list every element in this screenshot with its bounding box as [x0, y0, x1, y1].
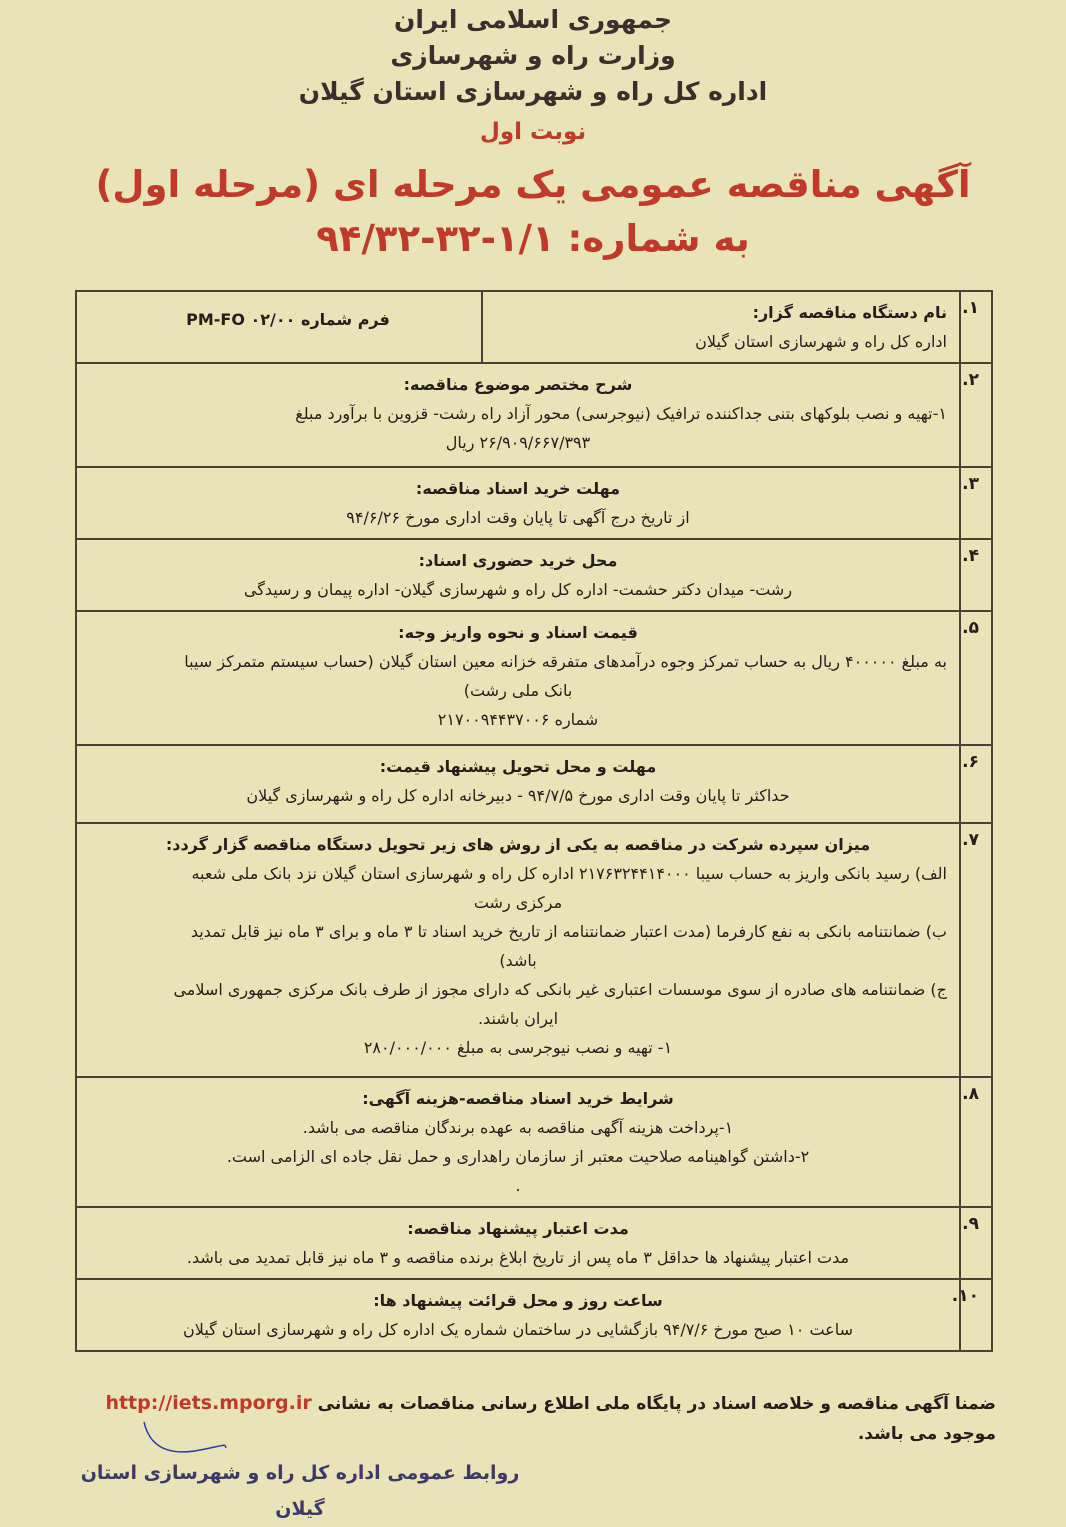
row-content — [482, 291, 960, 363]
row-line: اداره کل راه و شهرسازی استان گیلان — [695, 332, 947, 351]
row-title: شرایط خرید اسناد مناقصه-هزینه آگهی: — [362, 1089, 674, 1108]
row-line: باشد) — [499, 951, 537, 970]
row-line: الف) رسید بانکی واریز به حساب سیبا ۲۱۷۶۳۲۴۴۱۴۰۰۰ اداره کل راه و شهرسازی استان گیلان نزد بانک ملی شعبه — [191, 864, 947, 883]
row-line: از تاریخ درج آگهی تا پایان وقت اداری مورخ ۹۴/۶/۲۶ — [346, 508, 690, 527]
row-title: محل خرید حضوری اسناد: — [418, 551, 618, 570]
row-line: به مبلغ ۴۰۰۰۰۰ ریال به حساب تمرکز وجوه درآمدهای متفرقه خزانه معین استان گیلان (حساب سیستم متمرکز سیبا — [184, 652, 947, 671]
row-line: مدت اعتبار پیشنهاد ها حداقل ۳ ماه پس از تاریخ ابلاغ برنده مناقصه و ۳ ماه نیز قابل تمدید می باشد. — [186, 1248, 850, 1267]
row-line: بانک ملی رشت) — [463, 681, 573, 700]
row-line: حداکثر تا پایان وقت اداری مورخ ۹۴/۷/۵ - دبیرخانه اداره کل راه و شهرسازی گیلان — [246, 786, 790, 805]
table-row — [76, 1279, 992, 1351]
row-title: میزان سپرده شرکت در مناقصه به یکی از روش های زیر تحویل دستگاه مناقصه گزار گردد: — [165, 835, 871, 854]
row-title: مدت اعتبار پیشنهاد مناقصه: — [407, 1219, 629, 1238]
table-row — [76, 291, 992, 363]
row-number: ۳. — [960, 467, 992, 539]
table-row — [76, 745, 992, 823]
row-content — [76, 539, 960, 611]
row-content — [76, 467, 960, 539]
row-content — [76, 745, 960, 823]
notice-number: به شماره: ۱/۱-۳۲-۹۴/۳۲ — [316, 217, 750, 260]
row-line: مرکزی رشت — [473, 893, 563, 912]
public-relations-signature: روابط عمومی اداره کل راه و شهرسازی استان گیلان — [80, 1462, 520, 1520]
row-title: شرح مختصر موضوع مناقصه: — [403, 375, 633, 394]
row-line: ۲-داشتن گواهینامه صلاحیت معتبر از سازمان راهداری و حمل نقل جاده ای الزامی است. — [226, 1147, 810, 1166]
tender-details-table — [75, 290, 993, 1352]
table-row — [76, 467, 992, 539]
row-line: ب) ضمانتنامه بانکی به نفع کارفرما (مدت اعتبار ضمانتنامه از تاریخ خرید اسناد تا ۳ ماه و برای ۳ ماه نیز قابل تمدید — [190, 922, 947, 941]
table-row — [76, 1207, 992, 1279]
tender-portal-link[interactable]: http://iets.mporg.ir — [105, 1392, 312, 1414]
table-row — [76, 611, 992, 745]
table-row — [76, 823, 992, 1077]
row-number: ۹. — [960, 1207, 992, 1279]
publication-round: نوبت اول — [479, 119, 587, 145]
footer-note-end: موجود می باشد. — [857, 1424, 996, 1444]
row-title: مهلت و محل تحویل پیشنهاد قیمت: — [379, 757, 657, 776]
country-name: جمهوری اسلامی ایران — [394, 5, 672, 34]
row-line: ۱- تهیه و نصب نیوجرسی به مبلغ ۲۸۰/۰۰۰/۰۰۰ — [363, 1038, 673, 1057]
row-number: ۱. — [960, 291, 992, 363]
row-number: ۴. — [960, 539, 992, 611]
form-label: فرم شماره — [301, 310, 390, 329]
row-line: ساعت ۱۰ صبح مورخ ۹۴/۷/۶ بازگشایی در ساختمان شماره یک اداره کل راه و شهرسازی استان گیلان — [183, 1320, 853, 1339]
row-line: شماره ۲۱۷۰۰۹۴۴۳۷۰۰۶ — [437, 710, 599, 729]
row-number: ۲. — [960, 363, 992, 467]
office-name: اداره کل راه و شهرسازی استان گیلان — [298, 77, 768, 106]
form-code: PM-FO ۰۲/۰۰ — [186, 310, 296, 329]
row-title: قیمت اسناد و نحوه واریز وجه: — [398, 623, 638, 642]
notice-header — [0, 0, 1066, 264]
row-content — [76, 611, 960, 745]
notice-title: آگهی مناقصه عمومی یک مرحله ای (مرحله اول) — [95, 163, 971, 206]
table-row — [76, 539, 992, 611]
row-line: . — [515, 1176, 521, 1195]
row-content — [76, 1279, 960, 1351]
row-number: ۶. — [960, 745, 992, 823]
row-line: ایران باشند. — [477, 1009, 559, 1028]
row-content — [76, 1077, 960, 1207]
row-title: مهلت خرید اسناد مناقصه: — [415, 479, 621, 498]
form-number-cell — [76, 291, 482, 363]
footer-note-text: ضمنا آگهی مناقصه و خلاصه اسناد در پایگاه ملی اطلاع رسانی مناقصات به نشانی — [317, 1394, 996, 1414]
row-line: رشت- میدان دکتر حشمت- اداره کل راه و شهرسازی گیلان- اداره پیمان و رسیدگی — [243, 580, 793, 599]
row-title: ساعت روز و محل قرائت پیشنهاد ها: — [373, 1291, 663, 1310]
table-row — [76, 1077, 992, 1207]
ministry-name: وزارت راه و شهرسازی — [390, 41, 676, 70]
row-line: ۱-تهیه و نصب بلوکهای بتنی جداکننده ترافیک (نیوجرسی) محور آزاد راه رشت- قزوین با برآورد مبلغ — [295, 404, 947, 423]
row-content — [76, 823, 960, 1077]
row-content — [76, 1207, 960, 1279]
row-line: ج) ضمانتنامه های صادره از سوی موسسات اعتباری غیر بانکی که دارای مجوز از طرف بانک مرکزی جمهوری اسلامی — [173, 980, 947, 999]
row-number: ۸. — [960, 1077, 992, 1207]
row-content — [76, 363, 960, 467]
row-title: نام دستگاه مناقصه گزار: — [752, 303, 947, 322]
row-number: ۵. — [960, 611, 992, 745]
table-row — [76, 363, 992, 467]
row-line: ۲۶/۹۰۹/۶۶۷/۳۹۳ ریال — [445, 433, 591, 452]
row-number: ۱۰. — [960, 1279, 992, 1351]
row-line: ۱-پرداخت هزینه آگهی مناقصه به عهده برندگان مناقصه می باشد. — [302, 1118, 734, 1137]
row-number: ۷. — [960, 823, 992, 1077]
